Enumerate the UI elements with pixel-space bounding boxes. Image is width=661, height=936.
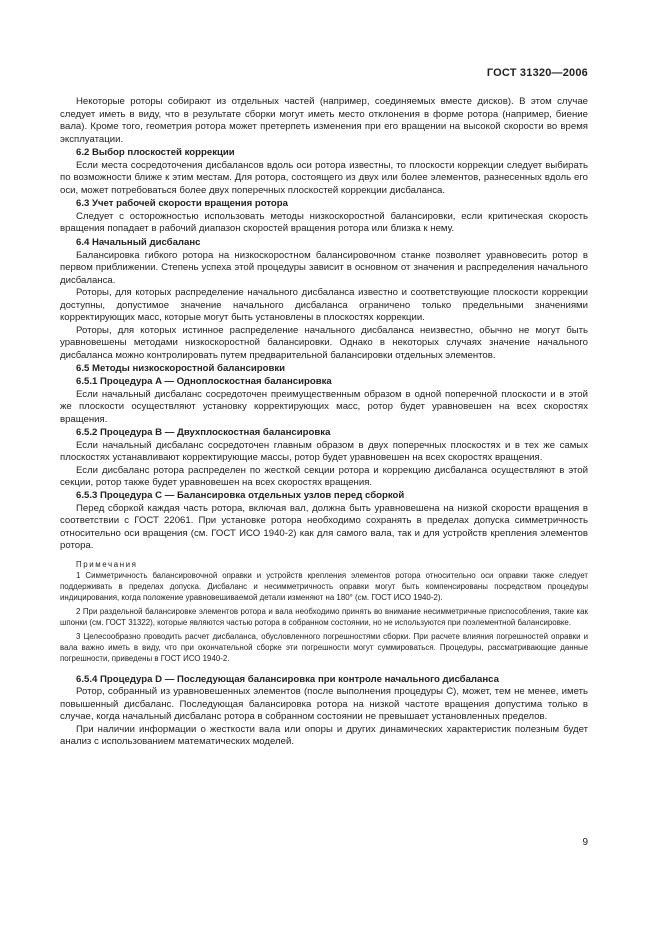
heading-6-5-3: 6.5.3 Процедура C — Балансировка отдельных узлов перед сборкой xyxy=(76,489,405,501)
paragraph-6-5-4-b: При наличии информации о жесткости вала или опоры и других динамических характеристик полезным будет анализ с использованием математических моделей. xyxy=(60,723,588,748)
heading-6-5: 6.5 Методы низкоскоростной балансировки xyxy=(76,363,286,375)
page-number: 9 xyxy=(582,837,588,848)
note-1: 1 Симметричность балансировочной оправки и устройств крепления элементов ротора относительно оси оправки также следует поддерживать в пределах допуска. Дисбаланс и несимметричность оправки могут быть компенсированы посредством процедуры индицирования, когда положение уравновешиваемой детали изменяют на 180° (см. ГОСТ ИСО 1940-2). xyxy=(60,570,588,602)
heading-6-5-1: 6.5.1 Процедура A — Одноплоскостная балансировка xyxy=(76,376,332,388)
document-header-id: ГОСТ 31320—2006 xyxy=(486,67,588,79)
paragraph-6-3: Следует с осторожностью использовать методы низкоскоростной балансировки, если критическая скорость вращения попадает в рабочий диапазон скоростей вращения ротора или близка к нему. xyxy=(60,210,588,235)
paragraph-intro: Некоторые роторы собирают из отдельных частей (например, соединяемых вместе дисков). В этом случае следует иметь в виду, что в результате сборки могут иметь место отклонения в форме ротора (например, биение вала). Кроме того, геометрия ротора может претерпеть изменения при его вращении на высокой скорости во время эксплуатации. xyxy=(60,96,588,145)
note-3: 3 Целесообразно проводить расчет дисбаланса, обусловленного погрешностями сборки. При расчете влияния погрешностей оправки и вала важно иметь в виду, что при окончательной сборке эти погрешности могут суммироваться. Процедуры, рассматривающие данные погрешности, приведены в ГОСТ ИСО 1940-2. xyxy=(60,632,588,664)
paragraph-6-4-a: Балансировка гибкого ротора на низкоскоростном балансировочном станке позволяет уравновесить ротор в первом приближении. Степень успеха этой процедуры зависит в основном от значения и распределения начального дисбаланса. xyxy=(60,249,588,286)
heading-6-3: 6.3 Учет рабочей скорости вращения ротора xyxy=(76,198,288,210)
paragraph-6-5-2-a: Если начальный дисбаланс сосредоточен главным образом в двух поперечных плоскостях и в тех же самых плоскостях устанавливают корректирующие массы, ротор будет уравновешен на всех скоростях вращения. xyxy=(60,439,588,464)
heading-6-5-2: 6.5.2 Процедура B — Двухплоскостная балансировка xyxy=(76,427,331,439)
document-body xyxy=(60,96,588,749)
note-2: 2 При раздельной балансировке элементов ротора и вала необходимо принять во внимание несимметричные приспособления, такие как шпонки (см. ГОСТ 31322), которые являются частью ротора в собранном состоянии, но не используются при поэлементной балансировке. xyxy=(60,607,588,628)
paragraph-6-5-4-a: Ротор, собранный из уравновешенных элементов (после выполнения процедуры C), может, тем не менее, иметь повышенный дисбаланс. Последующая балансировка ротора на низкой частоте вращения допустима только в случае, когда начальный дисбаланс ротора в собранном состоянии не превышает установленных пределов. xyxy=(60,686,588,723)
paragraph-6-4-b: Роторы, для которых распределение начального дисбаланса известно и соответствующие плоскости коррекции доступны, допустимое значение начального дисбаланса ограничено только предельными значениями корректирующих масс, которые могут быть установлены в плоскостях коррекции. xyxy=(60,287,588,324)
paragraph-6-5-2-b: Если дисбаланс ротора распределен по жесткой секции ротора и коррекцию дисбаланса осуществляют в этой секции, ротор также будет уравновешен на всех скоростях вращения. xyxy=(60,464,588,489)
paragraph-6-5-3: Перед сборкой каждая часть ротора, включая вал, должна быть уравновешена на низкой скорости вращения в соответствии с ГОСТ 22061. При установке ротора необходимо сохранять в пределах допуска симметричность относительно оси вращения (см. ГОСТ ИСО 1940-2) как для самого вала, так и для устройств крепления элементов ротора. xyxy=(60,502,588,552)
paragraph-6-2: Если места сосредоточения дисбалансов вдоль оси ротора известны, то плоскости коррекции следует выбирать по возможности ближе к этим местам. Для ротора, состоящего из двух или более элементов, разнесенных вдоль его оси, может потребоваться более двух поперечных плоскостей коррекции дисбаланса. xyxy=(60,159,588,196)
notes-block xyxy=(60,559,588,665)
paragraph-6-5-1: Если начальный дисбаланс сосредоточен преимущественным образом в одной поперечной плоскости и в этой же плоскости осуществляют установку корректирующих масс, ротор будет уравновешен на всех скоростях вращения. xyxy=(60,388,588,425)
paragraph-6-4-c: Роторы, для которых истинное распределение начального дисбаланса неизвестно, обычно не могут быть уравновешены методами низкоскоростной балансировки. Однако в некоторых случаях значение начального дисбаланса можно контролировать путем предварительной балансировки отдельных элементов. xyxy=(60,324,588,361)
heading-6-4: 6.4 Начальный дисбаланс xyxy=(76,237,201,249)
notes-title: Примечания xyxy=(76,559,138,569)
heading-6-5-4: 6.5.4 Процедура D — Последующая балансировка при контроле начального дисбаланса xyxy=(76,673,499,685)
heading-6-2: 6.2 Выбор плоскостей коррекции xyxy=(76,147,235,159)
